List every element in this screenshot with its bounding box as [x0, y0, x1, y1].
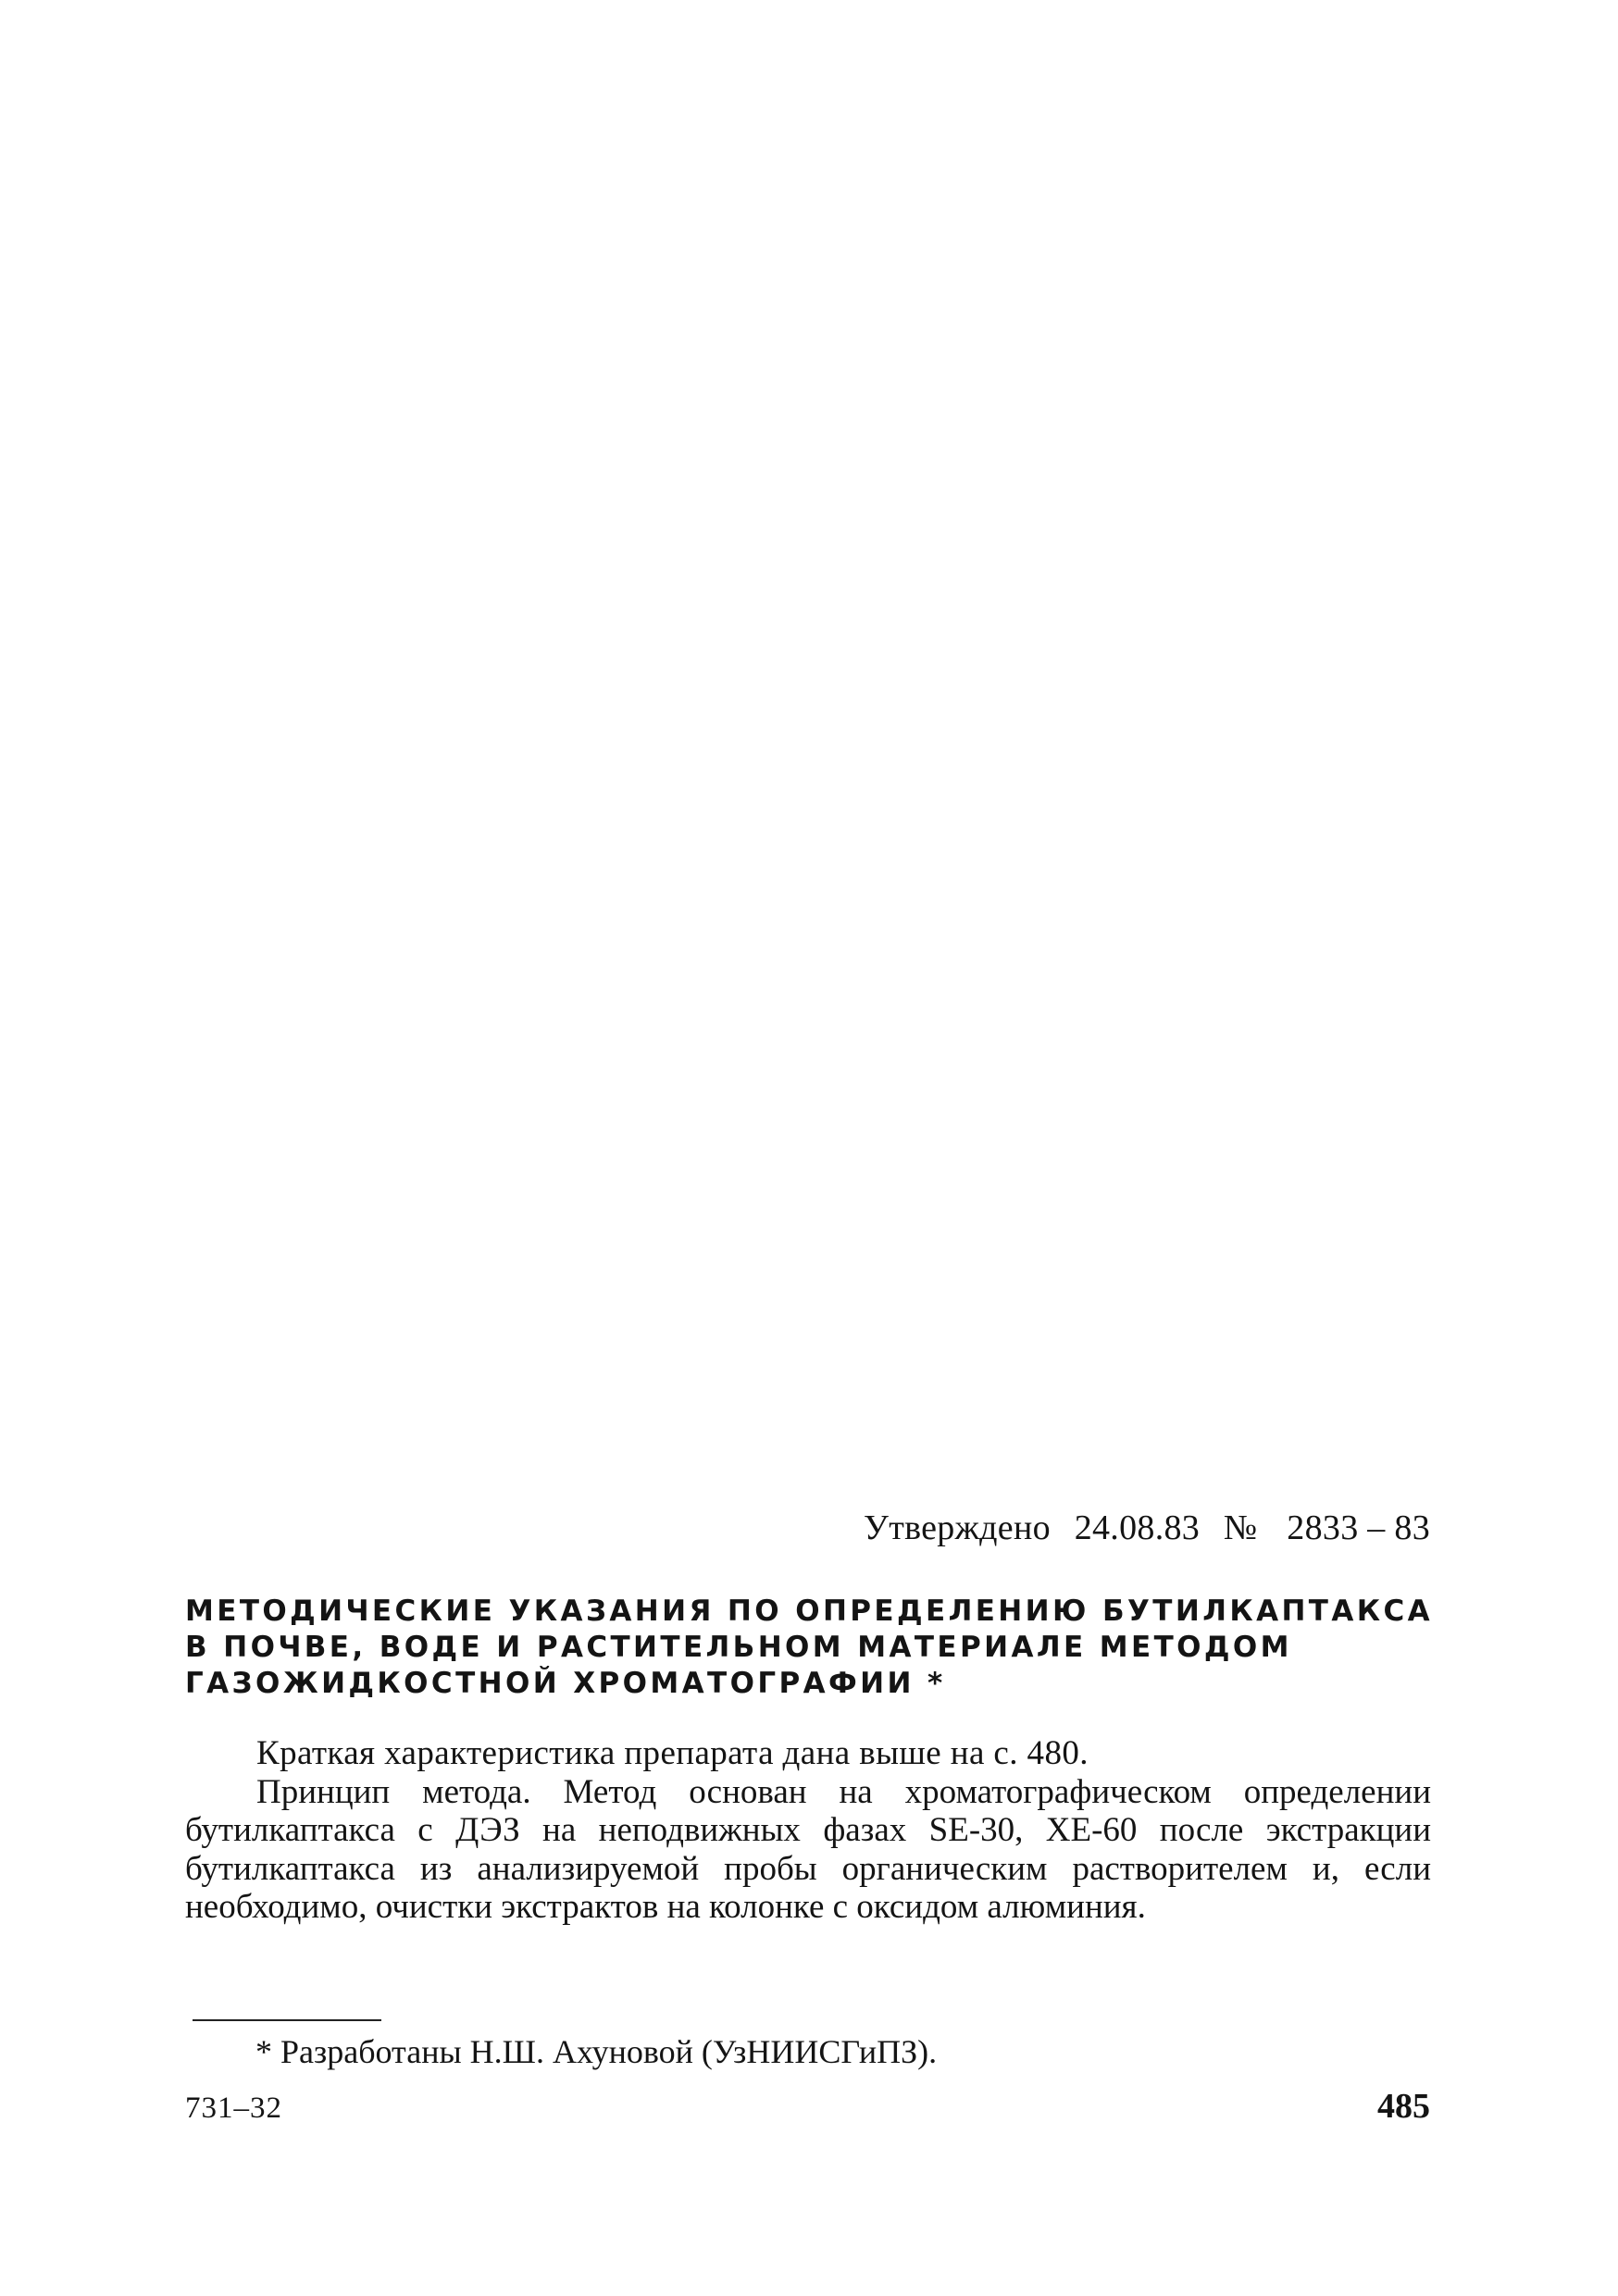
footnote-divider	[193, 2019, 381, 2021]
title-line-3: ГАЗОЖИДКОСТНОЙ ХРОМАТОГРАФИИ *	[185, 1667, 946, 1700]
title-line-1: МЕТОДИЧЕСКИЕ УКАЗАНИЯ ПО ОПРЕДЕЛЕНИЮ БУТИЛКАПТАКСА	[185, 1595, 1434, 1628]
paragraph-brief-characteristics: Краткая характеристика препарата дана выше на с. 480.	[256, 1734, 1089, 1772]
approval-number: 2833 – 83	[1287, 1508, 1430, 1547]
approval-label: Утверждено	[864, 1508, 1051, 1547]
paragraph-method-principle: Принцип метода. Метод основан на хроматографическом определении бутилкаптакса с ДЭЗ на неподвижных фазах SE-30, XE-60 после экстракции бутилкаптакса из анализируемой пробы органическим растворителем и, если необходимо, очистки экстрактов на колонке с оксидом алюминия.	[185, 1772, 1431, 1926]
footer-signature-code: 731–32	[185, 2091, 282, 2125]
title-line-2: В ПОЧВЕ, ВОДЕ И РАСТИТЕЛЬНОМ МАТЕРИАЛЕ МЕТОДОМ	[185, 1631, 1292, 1664]
document-title	[185, 1594, 1434, 1702]
page-number: 485	[1377, 2087, 1430, 2126]
footnote: * Разработаны Н.Ш. Ахуновой (УзНИИСГиПЗ).	[255, 2033, 938, 2070]
approval-number-sign: №	[1223, 1508, 1258, 1547]
approval-date: 24.08.83	[1074, 1508, 1201, 1547]
body-text	[185, 1734, 1431, 1927]
approval-line	[864, 1510, 1430, 1545]
